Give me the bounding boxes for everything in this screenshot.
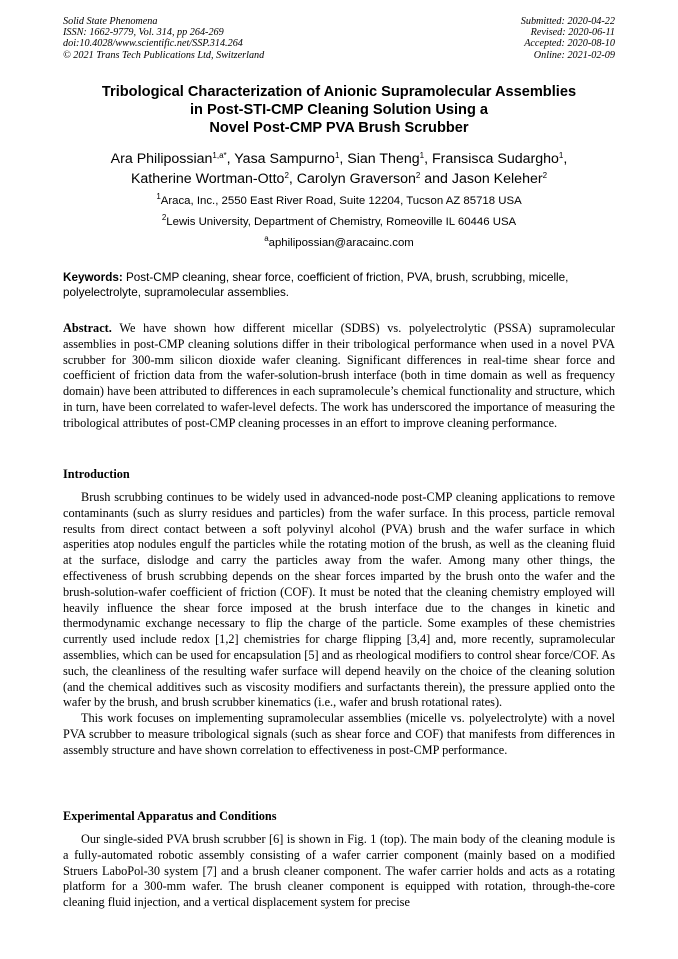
online-date: Online: 2021-02-09 — [533, 49, 615, 61]
abstract-label: Abstract. — [63, 321, 112, 335]
experimental-heading: Experimental Apparatus and Conditions — [63, 809, 277, 823]
author-line-1 — [40, 149, 638, 169]
keywords-label: Keywords: — [63, 271, 123, 284]
paper-title — [40, 83, 638, 137]
introduction-body — [63, 490, 615, 759]
author-name: , Sian Theng — [339, 151, 420, 167]
accepted-date: Accepted: 2020-08-10 — [524, 38, 615, 50]
author-affiliation-mark: 2 — [415, 171, 421, 180]
affiliation-2: $^2$Lewis University, Department of Chemistry, Romeoville IL 60446 USA — [161, 213, 517, 228]
journal-name: Solid State Phenomena — [63, 16, 158, 27]
author-name: , Carolyn Graverson — [288, 171, 416, 187]
experimental-paragraph-1: Our single-sided PVA brush scrubber [6] is shown in Fig. 1 (top). The main body of the cleaning module is a fully-automated robotic assembly consisting of a wafer carrier component (mainly based on a modified Struers LaboPol-30 system [7] and a brush cleaner component. The wafer carrier holds and acts as a rotating platform for a 300-mm wafer. The brush cleaner component is equipped with rotation, through-the-core cleaning fluid injection, and a vertical displacement system for precise — [63, 832, 615, 910]
introduction-paragraph-1: Brush scrubbing continues to be widely used in advanced-node post-CMP cleaning applications to remove contaminants (such as slurry residues and particles) from the wafer surface. In this process, particle removal results from direct contact between a soft polyvinyl alcohol (PVA) brush and the wafer surface in which asperities atop nodules engulf the particles while the rotating motion of the brush, as well as the cleaning fluid at the surface, dislodge and carry the particles away from the wafer. Among many other things, the effectiveness of brush scrubbing depends on the shear forces imparted by the brush onto the wafer and the brush-solution-wafer coefficient of friction (COF). It must be noted that the cleaning chemistry employed will heavily influence the shear force imposed at the brush interface due to the changes in kinetic and thermodynamic exchange necessary to flip the charge of the particle. Some examples of these chemistries currently used include redox [1,2] chemistries for charge flipping [3,4] and, more recently, supramolecular assemblies, which can be used for encapsulation [5] and as rheological modifiers to control shear force/COF. As such, the cleanliness of the resulting wafer surface will depend heavily on the choice of the cleaning solution (and the chemical additives such as viscosity modifiers and surfactants therein), the pressure applied onto the wafer by the brush, and brush scrubber kinematics (i.e., wafer and brush rotational rates). — [63, 490, 615, 710]
revised-date: Revised: 2020-06-11 — [530, 27, 615, 39]
journal-copyright: © 2021 Trans Tech Publications Ltd, Switzerland — [63, 49, 265, 61]
author-affiliation-mark: 1,a* — [212, 151, 227, 160]
affiliation-1: $^1$Araca, Inc., 2550 East River Road, Suite 12204, Tucson AZ 85718 USA — [156, 192, 522, 207]
author-name: , Fransisca Sudargho — [424, 151, 559, 167]
keywords — [63, 270, 615, 300]
author-affiliation-mark: 2 — [284, 171, 289, 180]
keywords-text: Post-CMP cleaning, shear force, coefficient of friction, PVA, brush, scrubbing, micelle, polyelectrolyte, supramolecular assemblies. — [63, 271, 569, 299]
experimental-body — [63, 832, 615, 911]
introduction-heading: Introduction — [63, 467, 130, 481]
abstract-text: We have shown how different micellar (SDBS) vs. polyelectrolytic (PSSA) supramolecular assemblies in post-CMP cleaning solutions differ in their tribological performance when used in a novel PVA scrubber for 300-mm silicon dioxide wafer cleaning. Significant differences in real-time shear force and coefficient of friction data from the wafer-solution-brush interface (both in time domain as well as frequency domain) have been attributed to differences in each supramolecule’s chemical functionality and structure, which in turn, have been correlated to wafer-level defects. The work has underscored the importance of measuring the tribological attributes of post-CMP cleaning processes in an effort to improve cleaning performance. — [63, 321, 615, 430]
author-separator: , — [563, 151, 568, 167]
author-name: , Yasa Sampurno — [226, 151, 335, 167]
author-affiliation-mark: 1 — [558, 151, 564, 160]
submission-dates — [521, 16, 615, 61]
author-list — [40, 149, 638, 189]
author-name: Ara Philipossian — [110, 151, 213, 167]
author-name: and Jason Keleher — [420, 171, 543, 187]
submitted-date: Submitted: 2020-04-22 — [520, 16, 615, 27]
introduction-paragraph-2: This work focuses on implementing supramolecular assemblies (micelle vs. polyelectrolyte) with a novel PVA scrubber to measure tribological signals (such as shear force and COF) that manifests from differences in assembly structure and have shown correlation to effectiveness in post-CMP performance. — [63, 711, 615, 757]
author-line-2 — [40, 169, 638, 189]
author-name: Katherine Wortman-Otto — [130, 171, 285, 187]
author-affiliation-mark: 1 — [419, 151, 425, 160]
title-line-3: Novel Post-CMP PVA Brush Scrubber — [209, 120, 469, 136]
author-affiliation-mark: 2 — [542, 171, 548, 180]
title-line-1: Tribological Characterization of Anionic Supramolecular Assemblies — [101, 84, 577, 100]
journal-info — [63, 16, 264, 61]
author-affiliation-mark: 1 — [334, 151, 340, 160]
title-line-2: in Post-STI-CMP Cleaning Solution Using a — [189, 102, 489, 118]
corresponding-email: $^a$aphilipossian@aracainc.com — [264, 234, 414, 249]
journal-issn: ISSN: 1662-9779, Vol. 314, pp 264-269 — [63, 27, 224, 39]
abstract — [63, 321, 615, 432]
journal-doi: doi:10.4028/www.scientific.net/SSP.314.264 — [63, 38, 243, 50]
